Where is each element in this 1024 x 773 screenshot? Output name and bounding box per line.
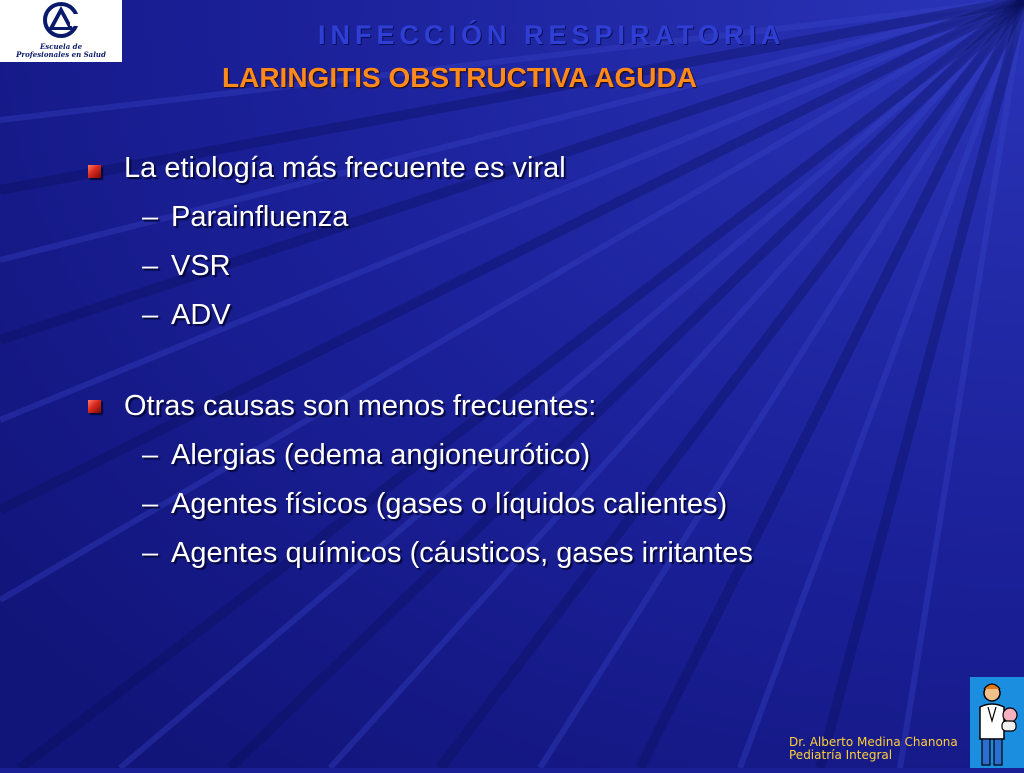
logo-text-line1: Escuela de <box>39 42 83 51</box>
slide-title: INFECCIÓN RESPIRATORIA <box>318 20 786 50</box>
dash-icon: – <box>142 488 159 520</box>
footer-specialty: Pediatría Integral <box>789 748 893 762</box>
sub-bullet-2-2: Agentes físicos (gases o líquidos calientes) <box>171 488 728 520</box>
bullet-text-1: La etiología más frecuente es viral <box>124 152 566 184</box>
dash-icon: – <box>142 201 159 233</box>
sub-bullet-1-3: ADV <box>171 299 231 331</box>
bullet-text-2: Otras causas son menos frecuentes: <box>124 390 597 422</box>
sub-bullet-2-1: Alergias (edema angioneurótico) <box>171 439 591 471</box>
sub-bullet-1-2: VSR <box>171 250 231 282</box>
dash-icon: – <box>142 299 159 331</box>
doctor-clipart <box>970 677 1024 768</box>
sub-bullet-2-3: Agentes químicos (cáusticos, gases irritantes <box>171 537 753 569</box>
logo-text-line2: Profesionales en Salud <box>16 50 106 59</box>
dash-icon: – <box>142 537 159 569</box>
bullet-square-icon <box>88 400 101 413</box>
doctor-with-baby-icon <box>970 677 1024 768</box>
bullet-square-icon <box>88 165 101 178</box>
slide-subtitle: LARINGITIS OBSTRUCTIVA AGUDA <box>222 62 697 93</box>
dash-icon: – <box>142 439 159 471</box>
footer-author: Dr. Alberto Medina Chanona <box>789 735 958 749</box>
footer-credit <box>789 736 958 762</box>
sub-bullet-1-1: Parainfluenza <box>171 201 349 233</box>
dash-icon: – <box>142 250 159 282</box>
